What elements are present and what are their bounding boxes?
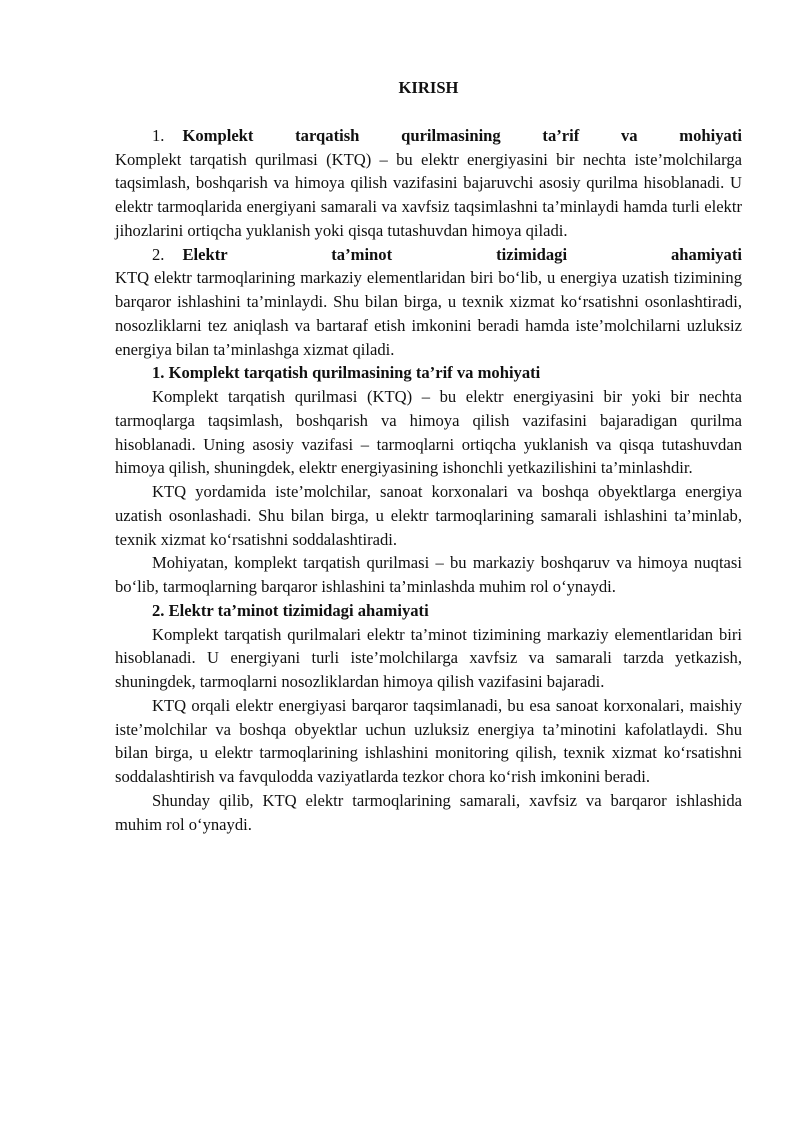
intro-heading-2	[115, 243, 742, 267]
intro-heading-1	[115, 124, 742, 148]
intro-number-1: 1.	[152, 125, 165, 145]
intro-paragraph-2: KTQ elektr tarmoqlarining markaziy elementlaridan biri bo‘lib, u energiya uzatish tizimining barqaror ishlashini ta’minlaydi. Shu bilan birga, u texnik xizmat ko‘rsatishni osonlashtiradi, nosozliklarni tez aniqlash va bartaraf etish imkonini beradi hamda iste’molchilarni uzluksiz energiya bilan ta’minlashga xizmat qiladi.	[115, 268, 742, 359]
section-1-paragraph-2: KTQ yordamida iste’molchilar, sanoat korxonalari va boshqa obyektlarga energiya uzatish osonlashadi. Shu bilan birga, u elektr tarmoqlarining samarali ishlashini ta’minlab, texnik xizmat ko‘rsatishni soddalashtiradi.	[115, 482, 742, 549]
section-heading-2: 2. Elektr ta’minot tizimidagi ahamiyati	[152, 600, 429, 620]
section-1-paragraph-1: Komplekt tarqatish qurilmasi (KTQ) – bu elektr energiyasini bir yoki bir nechta tarmoqlarga taqsimlash, boshqarish va himoya qilish vazifasini bajaradigan qurilma hisoblanadi. Uning asosiy vazifasi – tarmoqlarni ortiqcha yuklanish va qisqa tutashuvdan himoya qilish, shuningdek, elektr energiyasining ishonchli yetkazilishini ta’minlashdir.	[115, 387, 742, 478]
page-title: KIRISH	[398, 78, 459, 97]
section-2-paragraph-2: KTQ orqali elektr energiyasi barqaror taqsimlanadi, bu esa sanoat korxonalari, maishiy iste’molchilar va boshqa obyektlar uchun uzluksiz energiya ta’minotini kafolatlaydi. Shu bilan birga, u elektr tarmoqlarining ishlashini monitoring qilish, texnik xizmat ko‘rsatishni soddalashtirish va favqulodda vaziyatlarda tezkor chora ko‘rish imkonini beradi.	[115, 695, 742, 786]
section-1-paragraph-3: Mohiyatan, komplekt tarqatish qurilmasi – bu markaziy boshqaruv va himoya nuqtasi bo‘lib, tarmoqlarning barqaror ishlashini ta’minlashda muhim rol o‘ynaydi.	[115, 553, 742, 596]
intro-heading-text-1: Komplekt tarqatish qurilmasining ta’rif va mohiyati	[182, 125, 742, 145]
section-heading-1: 1. Komplekt tarqatish qurilmasining ta’rif va mohiyati	[152, 363, 541, 383]
section-2-paragraph-3: Shunday qilib, KTQ elektr tarmoqlarining samarali, xavfsiz va barqaror ishlashida muhim rol o‘ynaydi.	[115, 790, 742, 834]
intro-paragraph-1: Komplekt tarqatish qurilmasi (KTQ) – bu elektr energiyasini bir nechta iste’molchilarga taqsimlash, boshqarish va himoya qilish vazifasini bajaruvchi asosiy qurilma hisoblanadi. U elektr tarmoqlarida energiyani samarali va xavfsiz taqsimlashni ta’minlaydi hamda turli elektr jihozlarini ortiqcha yuklanish yoki qisqa tutashuvdan himoya qiladi.	[115, 149, 742, 240]
intro-number-2: 2.	[152, 244, 165, 264]
intro-heading-text-2: Elektr ta’minot tizimidagi ahamiyati	[182, 244, 742, 264]
section-2-paragraph-1: Komplekt tarqatish qurilmalari elektr ta’minot tizimining markaziy elementlaridan biri hisoblanadi. U energiyani turli iste’molchilarga xavfsiz va samarali tarzda yetkazish, shuningdek, tarmoqlarni nosozliklardan himoya qilish vazifasini bajaradi.	[115, 624, 742, 691]
document-page	[115, 76, 742, 836]
